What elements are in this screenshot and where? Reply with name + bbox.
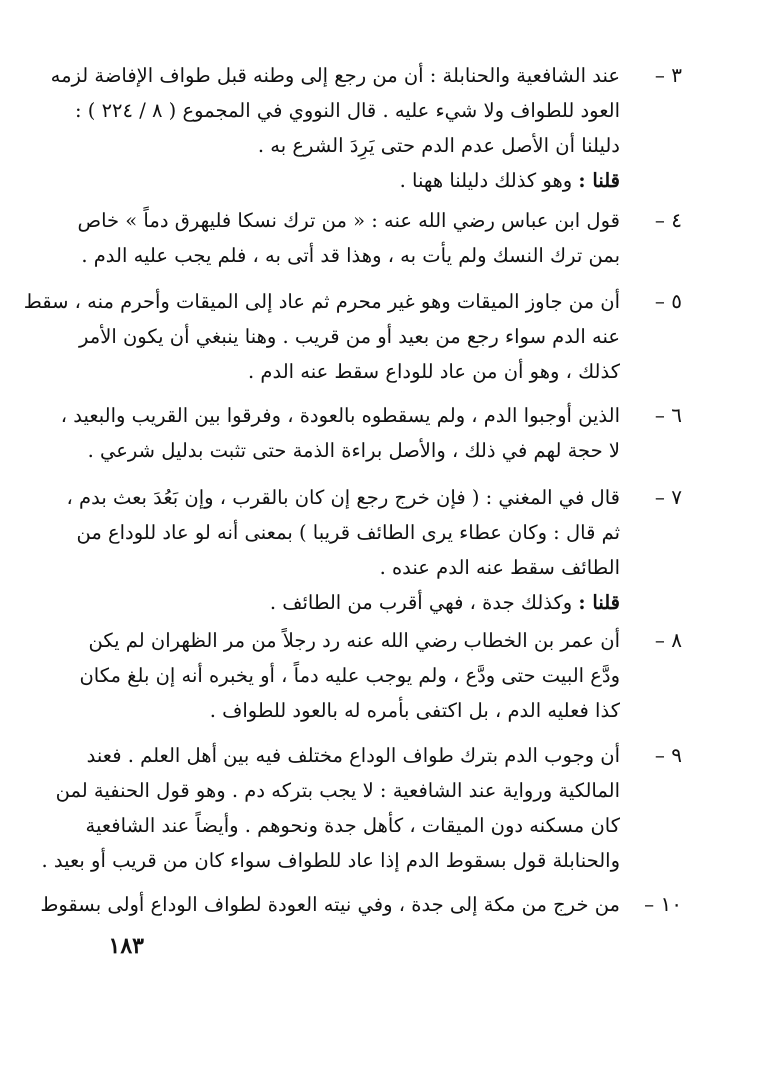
item-text: [24, 284, 620, 389]
item-text: [79, 623, 620, 728]
list-item-4: [77, 203, 682, 273]
item-number: ٧ –: [654, 485, 682, 509]
note-text: وكذلك جدة ، فهي أقرب من الطائف .: [269, 591, 573, 614]
text-line: ثم قال : وكان عطاء يرى الطائف قريبا ) بمعنى أنه لو عاد للوداع من: [76, 521, 620, 544]
text-line: ودَّع البيت حتى ودَّع ، ولم يوجب عليه دماً ، أو يخبره أنه إن بلغ مكان: [79, 664, 620, 687]
list-item-5: [23, 284, 682, 389]
item-number: ٣ –: [654, 63, 682, 87]
note-line: [51, 163, 620, 198]
text-line: العود للطواف ولا شيء عليه . قال النووي في المجموع ( ٨ / ٢٢٤ ) :: [75, 99, 620, 122]
text-line: دليلنا أن الأصل عدم الدم حتى يَرِدَ الشرع به .: [257, 134, 620, 157]
text-line: المالكية ورواية عند الشافعية : لا يجب بتركه دم . وهو قول الحنفية لمن: [55, 779, 620, 802]
list-item-3: [50, 58, 682, 198]
item-text: [51, 58, 620, 198]
item-text: [61, 398, 620, 468]
text-line: الطائف سقط عنه الدم عنده .: [379, 556, 620, 579]
text-line: كذا فعليه الدم ، بل اكتفى بأمره له بالعود للطواف .: [209, 699, 620, 722]
text-line: الذين أوجبوا الدم ، ولم يسقطوه بالعودة ، وفرقوا بين القريب والبعيد ،: [60, 404, 620, 427]
note-label: قلنا :: [578, 591, 620, 614]
text-line: لا حجة لهم في ذلك ، والأصل براءة الذمة حتى تثبت بدليل شرعي .: [87, 439, 620, 462]
item-text: [67, 480, 620, 620]
item-text: [40, 887, 620, 922]
item-number: ١٠ –: [644, 892, 682, 916]
text-line: أن وجوب الدم بترك طواف الوداع مختلف فيه بين أهل العلم . فعند: [86, 744, 620, 767]
text-line: بمن ترك النسك ولم يأت به ، وهذا قد أتى به ، فلم يجب عليه الدم .: [81, 244, 620, 267]
text-line: كان مسكنه دون الميقات ، كأهل جدة ونحوهم . وأيضاً عند الشافعية: [85, 814, 620, 837]
text-line: قال في المغني : ( فإن خرج رجع إن كان بالقرب ، وإن بَعُدَ بعث بدم ،: [66, 486, 620, 509]
item-text: [42, 738, 621, 878]
text-line: عنه الدم سواء رجع من بعيد أو من قريب . وهنا ينبغي أن يكون الأمر: [79, 325, 620, 348]
text-line: من خرج من مكة إلى جدة ، وفي نيته العودة لطواف الوداع أولى بسقوط: [40, 893, 620, 916]
list-item-7: [66, 480, 682, 620]
text-line: كذلك ، وهو أن من عاد للوداع سقط عنه الدم .: [248, 360, 620, 383]
item-number: ٩ –: [654, 743, 682, 767]
text-line: أن من جاوز الميقات وهو غير محرم ثم عاد إلى الميقات وأحرم منه ، سقط: [23, 290, 620, 313]
list-item-9: [41, 738, 682, 878]
item-text: [78, 203, 620, 273]
item-number: ٤ –: [654, 208, 682, 232]
text-line: أن عمر بن الخطاب رضي الله عنه رد رجلاً من مر الظهران لم يكن: [88, 629, 620, 652]
list-item-8: [79, 623, 682, 728]
text-line: والحنابلة قول بسقوط الدم إذا عاد للطواف سواء كان من قريب أو بعيد .: [41, 849, 620, 872]
page-number: ١٨٣: [108, 933, 144, 959]
note-line: [67, 585, 620, 620]
item-number: ٦ –: [654, 403, 682, 427]
item-number: ٥ –: [654, 289, 682, 313]
note-label: قلنا :: [578, 169, 620, 192]
list-item-10: [40, 887, 682, 922]
note-text: وهو كذلك دليلنا ههنا .: [399, 169, 573, 192]
text-line: عند الشافعية والحنابلة : أن من رجع إلى وطنه قبل طواف الإفاضة لزمه: [50, 64, 620, 87]
item-number: ٨ –: [654, 628, 682, 652]
list-item-6: [60, 398, 682, 468]
text-line: قول ابن عباس رضي الله عنه : « من ترك نسكا فليهرق دماً » خاص: [77, 209, 620, 232]
